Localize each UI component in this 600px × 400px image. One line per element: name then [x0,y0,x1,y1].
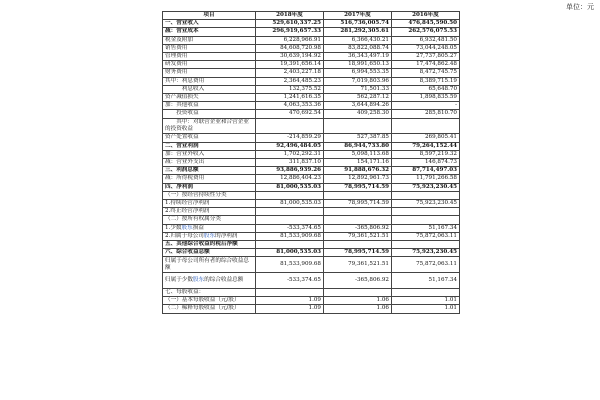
value-2016: 1,898,835.59 [392,94,460,102]
unit-label: 单位：元 [566,3,594,11]
value-2016: 476,845,590.50 [392,20,460,28]
value-2018: 81,000,535.03 [256,183,324,191]
value-2016: 73,044,248.05 [392,44,460,52]
value-2017 [324,191,392,199]
value-2016: 1.01 [392,305,460,313]
value-2018 [256,241,324,249]
value-2017: 7,019,803.96 [324,77,392,85]
row-label: 三、利润总额 [163,167,256,175]
value-2016: 146,874.73 [392,159,460,167]
table-row [163,20,460,28]
value-2018: -533,374.65 [256,273,324,289]
value-2018: 81,533,909.68 [256,232,324,240]
row-label: 二、营业利润 [163,142,256,150]
value-2018: 1.09 [256,297,324,305]
table-row [163,53,460,61]
highlighted-term: 股东 [203,232,216,239]
table-row [163,110,460,118]
value-2016: 8,472,745.75 [392,69,460,77]
value-2017: 78,995,714.59 [324,200,392,208]
value-2018: 12,886,404.23 [256,175,324,183]
value-2016 [392,191,460,199]
value-2018: 470,692.54 [256,110,324,118]
value-2018: 132,375.52 [256,85,324,93]
value-2017 [324,118,392,134]
table-row [163,297,460,305]
value-2016 [392,118,460,134]
value-2017: 281,292,305.61 [324,28,392,36]
row-label: 研发费用 [163,61,256,69]
row-label: （一）基本每股收益（元/股） [163,297,256,305]
value-2016: 27,737,805.27 [392,53,460,61]
value-2016: 75,923,230.45 [392,249,460,257]
table-body [163,20,460,313]
table-row [163,102,460,110]
row-label: 减：营业外支出 [163,159,256,167]
value-2017: 79,361,521.51 [324,232,392,240]
table-row [163,257,460,273]
value-2017: 78,995,714.59 [324,183,392,191]
value-2018: -533,374.65 [256,224,324,232]
row-label: （二）稀释每股收益（元/股） [163,305,256,313]
row-label: 资产处置收益 [163,134,256,142]
table-row [163,159,460,167]
table-row [163,61,460,69]
value-2017: 562,287.12 [324,94,392,102]
row-label: 投资收益 [163,110,256,118]
value-2016: 79,264,152.44 [392,142,460,150]
row-label: 利息收入 [163,85,256,93]
table-row [163,36,460,44]
column-header-2017: 2017年度 [324,12,392,20]
row-label: 减：营业成本 [163,28,256,36]
value-2017: 3,644,894.26 [324,102,392,110]
row-label: 其中：对联营企业和合营企业的投资收益 [163,118,256,134]
value-2017 [324,289,392,297]
value-2016: 269,805.41 [392,134,460,142]
value-2018 [256,118,324,134]
value-2017: 91,888,676.32 [324,167,392,175]
value-2016: 1.01 [392,297,460,305]
row-label: 归属于少数股东的综合收益总额 [163,273,256,289]
income-statement-table [162,11,460,314]
table-row [163,77,460,85]
table-row [163,224,460,232]
value-2016: 87,714,497.03 [392,167,460,175]
value-2016: 51,167.34 [392,224,460,232]
value-2017: 83,822,088.74 [324,44,392,52]
value-2017: -365,806.92 [324,273,392,289]
value-2016: 75,923,230.45 [392,200,460,208]
value-2016: 51,167.34 [392,273,460,289]
value-2018: 2,364,485.23 [256,77,324,85]
value-2018: 84,608,720.98 [256,44,324,52]
value-2016: 65,648.70 [392,85,460,93]
row-label: 减：所得税费用 [163,175,256,183]
table-row [163,175,460,183]
row-label: 其中：利息费用 [163,77,256,85]
column-header-item: 项目 [163,12,256,20]
row-label: 2.归属于母公司股东的净利润 [163,232,256,240]
row-label: 2.终止经营净利润 [163,208,256,216]
table-row [163,94,460,102]
value-2017: 6,994,553.35 [324,69,392,77]
table-row [163,44,460,52]
value-2017: 78,995,714.59 [324,249,392,257]
table-row [163,142,460,150]
value-2016: 262,576,075.53 [392,28,460,36]
value-2018: 4,063,353.36 [256,102,324,110]
value-2016: 11,791,266.58 [392,175,460,183]
table-row [163,150,460,158]
table-row [163,200,460,208]
value-2018: 296,919,657.33 [256,28,324,36]
table-row [163,28,460,36]
row-label: 加：营业外收入 [163,150,256,158]
value-2018 [256,216,324,224]
value-2016: 17,474,862.48 [392,61,460,69]
value-2018: 311,837.10 [256,159,324,167]
highlighted-term: 股东 [192,277,205,284]
row-label: 税金及附加 [163,36,256,44]
value-2018: 19,391,656.14 [256,61,324,69]
table-row [163,85,460,93]
value-2017: 1.06 [324,305,392,313]
value-2018: 93,886,939.26 [256,167,324,175]
value-2018: 1.09 [256,305,324,313]
value-2018: 2,403,227.18 [256,69,324,77]
value-2016: 8,389,715.19 [392,77,460,85]
value-2016: 75,872,063.11 [392,257,460,273]
value-2017: 5,098,113.68 [324,150,392,158]
value-2017: 86,944,733.80 [324,142,392,150]
value-2017: 6,366,430.21 [324,36,392,44]
value-2017: 409,258.30 [324,110,392,118]
table-row [163,241,460,249]
value-2018 [256,208,324,216]
value-2018: -214,859.29 [256,134,324,142]
row-label: 管理费用 [163,53,256,61]
value-2016: 75,923,230.45 [392,183,460,191]
value-2018: 30,639,194.92 [256,53,324,61]
value-2018: 92,496,484.05 [256,142,324,150]
row-label: 五、其他综合收益的税后净额 [163,241,256,249]
value-2016: - [392,102,460,110]
value-2018: 6,228,966.91 [256,36,324,44]
table-row [163,118,460,134]
row-label: （一）按经营持续性分类 [163,191,256,199]
value-2018: 1,241,616.35 [256,94,324,102]
value-2016 [392,289,460,297]
value-2018 [256,289,324,297]
value-2017: 12,892,961.73 [324,175,392,183]
table-row [163,134,460,142]
row-label: 四、净利润 [163,183,256,191]
column-header-2016: 2016年度 [392,12,460,20]
table-row [163,232,460,240]
value-2018: 81,533,909.68 [256,257,324,273]
table-row [163,208,460,216]
table-row [163,191,460,199]
column-header-2018: 2018年度 [256,12,324,20]
row-label: 销售费用 [163,44,256,52]
row-label: 加：其他收益 [163,102,256,110]
value-2016: 285,810.70 [392,110,460,118]
value-2017: 18,991,650.13 [324,61,392,69]
value-2017: -365,806.92 [324,224,392,232]
value-2016 [392,208,460,216]
row-label: 七、每股收益： [163,289,256,297]
table-row [163,167,460,175]
row-label: 财务费用 [163,69,256,77]
table-row [163,69,460,77]
value-2018: 81,000,535.03 [256,200,324,208]
row-label: 1.少数股东损益 [163,224,256,232]
value-2017: 36,343,497.19 [324,53,392,61]
row-label: 1.持续经营净利润 [163,200,256,208]
value-2017: 527,387.85 [324,134,392,142]
value-2018 [256,191,324,199]
value-2017 [324,208,392,216]
table-row [163,305,460,313]
value-2016 [392,241,460,249]
value-2016 [392,216,460,224]
value-2017: 79,361,521.51 [324,257,392,273]
value-2017: 71,501.33 [324,85,392,93]
value-2017 [324,241,392,249]
table-row [163,216,460,224]
value-2018: 1,702,292.31 [256,150,324,158]
table-row [163,273,460,289]
value-2016: 6,932,481.50 [392,36,460,44]
table-header-row [163,12,460,20]
row-label: （二）按所有权属分类 [163,216,256,224]
value-2017: 516,736,005.74 [324,20,392,28]
value-2018: 81,000,535.03 [256,249,324,257]
value-2017: 1.06 [324,297,392,305]
value-2016: 75,872,063.11 [392,232,460,240]
table-row [163,289,460,297]
value-2017 [324,216,392,224]
row-label: 资产减值损失 [163,94,256,102]
value-2016: 8,597,219.32 [392,150,460,158]
row-label: 一、营业收入 [163,20,256,28]
value-2018: 529,610,337.25 [256,20,324,28]
value-2017: 154,171.16 [324,159,392,167]
highlighted-term: 股东 [181,224,193,231]
table-row [163,249,460,257]
row-label: 六、综合收益总额 [163,249,256,257]
row-label: 归属于母公司所有者的综合收益总额 [163,257,256,273]
table-row [163,183,460,191]
